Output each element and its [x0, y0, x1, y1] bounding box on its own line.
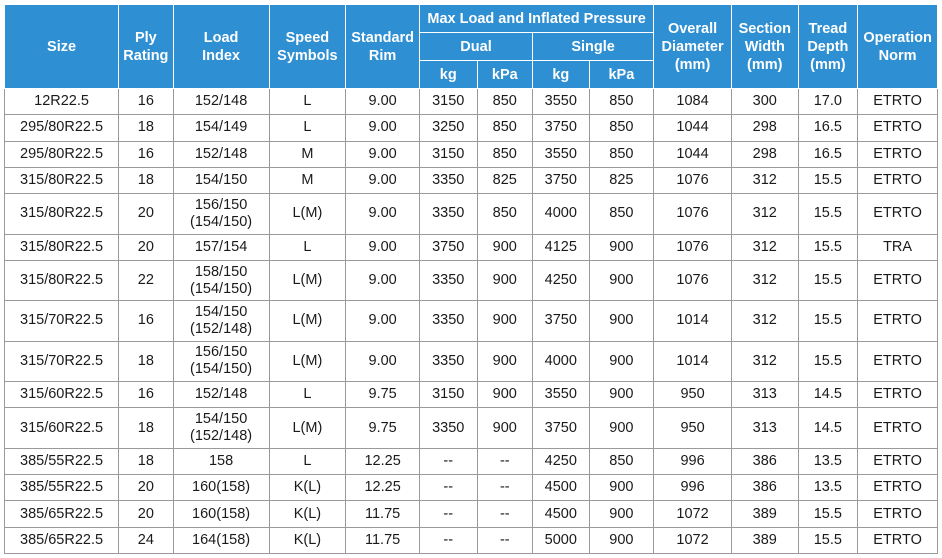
- cell-size: 385/55R22.5: [5, 475, 119, 501]
- cell-single-kpa: 900: [589, 260, 654, 300]
- cell-operation-norm: ETRTO: [858, 194, 938, 234]
- cell-speed-symbol: L: [269, 89, 346, 115]
- header-tread-depth: Tread Depth (mm): [798, 5, 858, 89]
- cell-dual-kg: 3350: [419, 260, 477, 300]
- cell-overall-diameter: 1076: [654, 167, 732, 193]
- cell-size: 315/70R22.5: [5, 301, 119, 341]
- cell-section-width: 313: [731, 382, 798, 408]
- header-single-kpa: kPa: [589, 61, 654, 89]
- cell-overall-diameter: 1072: [654, 527, 732, 553]
- cell-single-kpa: 900: [589, 501, 654, 527]
- header-standard-rim: Standard Rim: [346, 5, 420, 89]
- cell-size: 315/80R22.5: [5, 234, 119, 260]
- cell-overall-diameter: 950: [654, 382, 732, 408]
- cell-single-kg: 3750: [533, 301, 590, 341]
- table-row: [5, 527, 938, 553]
- cell-overall-diameter: 1044: [654, 141, 732, 167]
- cell-section-width: 386: [731, 448, 798, 474]
- cell-single-kpa: 900: [589, 382, 654, 408]
- cell-dual-kpa: 850: [477, 141, 533, 167]
- cell-ply-rating: 18: [119, 115, 174, 141]
- cell-size: 315/80R22.5: [5, 194, 119, 234]
- table-row: [5, 408, 938, 448]
- cell-dual-kg: --: [419, 475, 477, 501]
- cell-single-kg: 4500: [533, 501, 590, 527]
- cell-speed-symbol: L(M): [269, 408, 346, 448]
- header-operation-norm: Operation Norm: [858, 5, 938, 89]
- cell-single-kpa: 900: [589, 234, 654, 260]
- header-dual-kpa: kPa: [477, 61, 533, 89]
- cell-dual-kg: 3750: [419, 234, 477, 260]
- header-max-load: Max Load and Inflated Pressure: [419, 5, 653, 33]
- cell-size: 315/60R22.5: [5, 408, 119, 448]
- cell-section-width: 312: [731, 194, 798, 234]
- cell-ply-rating: 16: [119, 89, 174, 115]
- cell-section-width: 389: [731, 527, 798, 553]
- cell-single-kpa: 850: [589, 89, 654, 115]
- cell-tread-depth: 15.5: [798, 341, 858, 381]
- cell-size: 315/70R22.5: [5, 341, 119, 381]
- table-row: [5, 341, 938, 381]
- cell-overall-diameter: 1084: [654, 89, 732, 115]
- cell-dual-kg: --: [419, 527, 477, 553]
- cell-size: 385/55R22.5: [5, 448, 119, 474]
- cell-dual-kg: 3150: [419, 382, 477, 408]
- cell-overall-diameter: 1076: [654, 194, 732, 234]
- cell-standard-rim: 9.00: [346, 234, 420, 260]
- cell-single-kpa: 850: [589, 194, 654, 234]
- cell-single-kg: 4125: [533, 234, 590, 260]
- table-row: [5, 382, 938, 408]
- table-row: [5, 167, 938, 193]
- cell-single-kg: 4250: [533, 448, 590, 474]
- cell-speed-symbol: K(L): [269, 475, 346, 501]
- cell-section-width: 386: [731, 475, 798, 501]
- cell-size: 385/65R22.5: [5, 527, 119, 553]
- cell-ply-rating: 20: [119, 501, 174, 527]
- cell-tread-depth: 15.5: [798, 501, 858, 527]
- cell-size: 385/65R22.5: [5, 501, 119, 527]
- cell-dual-kpa: 850: [477, 89, 533, 115]
- cell-single-kpa: 900: [589, 408, 654, 448]
- cell-single-kg: 4500: [533, 475, 590, 501]
- cell-ply-rating: 20: [119, 234, 174, 260]
- cell-operation-norm: ETRTO: [858, 527, 938, 553]
- cell-overall-diameter: 1044: [654, 115, 732, 141]
- cell-standard-rim: 9.00: [346, 115, 420, 141]
- cell-dual-kpa: --: [477, 448, 533, 474]
- cell-standard-rim: 12.25: [346, 475, 420, 501]
- cell-standard-rim: 11.75: [346, 501, 420, 527]
- cell-single-kg: 3550: [533, 89, 590, 115]
- cell-single-kg: 4250: [533, 260, 590, 300]
- cell-operation-norm: ETRTO: [858, 301, 938, 341]
- cell-section-width: 312: [731, 167, 798, 193]
- cell-single-kpa: 900: [589, 527, 654, 553]
- header-speed-symbols: Speed Symbols: [269, 5, 346, 89]
- header-section-width: Section Width (mm): [731, 5, 798, 89]
- cell-speed-symbol: L(M): [269, 194, 346, 234]
- cell-dual-kg: 3350: [419, 341, 477, 381]
- cell-speed-symbol: M: [269, 141, 346, 167]
- cell-section-width: 312: [731, 260, 798, 300]
- cell-tread-depth: 16.5: [798, 115, 858, 141]
- cell-dual-kg: 3350: [419, 167, 477, 193]
- cell-section-width: 298: [731, 115, 798, 141]
- cell-operation-norm: ETRTO: [858, 448, 938, 474]
- cell-tread-depth: 15.5: [798, 260, 858, 300]
- cell-load-index: 154/150 (152/148): [173, 301, 269, 341]
- table-header: [5, 5, 938, 89]
- cell-speed-symbol: M: [269, 167, 346, 193]
- cell-overall-diameter: 1072: [654, 501, 732, 527]
- cell-single-kpa: 900: [589, 341, 654, 381]
- cell-load-index: 152/148: [173, 89, 269, 115]
- cell-operation-norm: ETRTO: [858, 475, 938, 501]
- cell-ply-rating: 24: [119, 527, 174, 553]
- header-ply-rating: Ply Rating: [119, 5, 174, 89]
- cell-overall-diameter: 1076: [654, 260, 732, 300]
- cell-speed-symbol: L: [269, 115, 346, 141]
- cell-single-kpa: 825: [589, 167, 654, 193]
- header-overall-diameter: Overall Diameter (mm): [654, 5, 732, 89]
- cell-standard-rim: 9.00: [346, 89, 420, 115]
- cell-single-kg: 4000: [533, 194, 590, 234]
- cell-tread-depth: 13.5: [798, 448, 858, 474]
- header-dual: Dual: [419, 33, 532, 61]
- cell-dual-kpa: 900: [477, 234, 533, 260]
- cell-standard-rim: 9.75: [346, 408, 420, 448]
- cell-operation-norm: ETRTO: [858, 89, 938, 115]
- cell-size: 315/80R22.5: [5, 167, 119, 193]
- cell-load-index: 154/149: [173, 115, 269, 141]
- cell-ply-rating: 16: [119, 141, 174, 167]
- cell-single-kg: 3750: [533, 115, 590, 141]
- cell-section-width: 298: [731, 141, 798, 167]
- cell-dual-kpa: 900: [477, 382, 533, 408]
- cell-section-width: 313: [731, 408, 798, 448]
- cell-dual-kpa: --: [477, 501, 533, 527]
- cell-dual-kpa: 850: [477, 194, 533, 234]
- cell-overall-diameter: 1014: [654, 341, 732, 381]
- cell-tread-depth: 15.5: [798, 194, 858, 234]
- cell-load-index: 156/150 (154/150): [173, 341, 269, 381]
- cell-standard-rim: 9.00: [346, 194, 420, 234]
- cell-tread-depth: 16.5: [798, 141, 858, 167]
- table-row: [5, 260, 938, 300]
- cell-size: 12R22.5: [5, 89, 119, 115]
- cell-dual-kg: 3350: [419, 408, 477, 448]
- table-row: [5, 501, 938, 527]
- cell-section-width: 312: [731, 301, 798, 341]
- cell-dual-kpa: 850: [477, 115, 533, 141]
- cell-dual-kpa: 900: [477, 260, 533, 300]
- cell-speed-symbol: L: [269, 382, 346, 408]
- cell-single-kg: 3550: [533, 141, 590, 167]
- cell-operation-norm: ETRTO: [858, 141, 938, 167]
- cell-dual-kpa: 900: [477, 301, 533, 341]
- cell-standard-rim: 9.00: [346, 260, 420, 300]
- cell-dual-kg: 3250: [419, 115, 477, 141]
- cell-standard-rim: 9.00: [346, 167, 420, 193]
- cell-single-kg: 3550: [533, 382, 590, 408]
- cell-standard-rim: 9.00: [346, 301, 420, 341]
- cell-tread-depth: 15.5: [798, 301, 858, 341]
- cell-load-index: 156/150 (154/150): [173, 194, 269, 234]
- header-single: Single: [533, 33, 654, 61]
- cell-dual-kg: --: [419, 448, 477, 474]
- cell-tread-depth: 14.5: [798, 408, 858, 448]
- cell-speed-symbol: K(L): [269, 527, 346, 553]
- cell-ply-rating: 20: [119, 194, 174, 234]
- cell-speed-symbol: K(L): [269, 501, 346, 527]
- cell-size: 295/80R22.5: [5, 115, 119, 141]
- cell-tread-depth: 17.0: [798, 89, 858, 115]
- cell-ply-rating: 18: [119, 448, 174, 474]
- cell-operation-norm: ETRTO: [858, 408, 938, 448]
- cell-dual-kg: 3350: [419, 301, 477, 341]
- cell-speed-symbol: L(M): [269, 301, 346, 341]
- table-row: [5, 234, 938, 260]
- cell-section-width: 389: [731, 501, 798, 527]
- cell-overall-diameter: 996: [654, 448, 732, 474]
- cell-speed-symbol: L: [269, 448, 346, 474]
- cell-load-index: 158: [173, 448, 269, 474]
- cell-tread-depth: 15.5: [798, 234, 858, 260]
- cell-size: 295/80R22.5: [5, 141, 119, 167]
- cell-ply-rating: 16: [119, 382, 174, 408]
- cell-dual-kg: --: [419, 501, 477, 527]
- cell-load-index: 160(158): [173, 475, 269, 501]
- cell-speed-symbol: L(M): [269, 341, 346, 381]
- cell-single-kpa: 900: [589, 301, 654, 341]
- cell-size: 315/80R22.5: [5, 260, 119, 300]
- table-row: [5, 448, 938, 474]
- cell-standard-rim: 9.00: [346, 141, 420, 167]
- cell-section-width: 312: [731, 341, 798, 381]
- cell-speed-symbol: L(M): [269, 260, 346, 300]
- cell-single-kpa: 900: [589, 475, 654, 501]
- cell-ply-rating: 18: [119, 408, 174, 448]
- cell-operation-norm: ETRTO: [858, 260, 938, 300]
- cell-ply-rating: 18: [119, 167, 174, 193]
- cell-section-width: 312: [731, 234, 798, 260]
- cell-tread-depth: 15.5: [798, 167, 858, 193]
- table-row: [5, 301, 938, 341]
- cell-overall-diameter: 1014: [654, 301, 732, 341]
- cell-dual-kg: 3350: [419, 194, 477, 234]
- table-row: [5, 89, 938, 115]
- cell-dual-kpa: 900: [477, 408, 533, 448]
- cell-dual-kg: 3150: [419, 141, 477, 167]
- cell-single-kpa: 850: [589, 448, 654, 474]
- cell-tread-depth: 13.5: [798, 475, 858, 501]
- cell-overall-diameter: 1076: [654, 234, 732, 260]
- cell-ply-rating: 18: [119, 341, 174, 381]
- table-row: [5, 475, 938, 501]
- cell-load-index: 152/148: [173, 141, 269, 167]
- table-row: [5, 194, 938, 234]
- cell-load-index: 152/148: [173, 382, 269, 408]
- cell-operation-norm: ETRTO: [858, 501, 938, 527]
- header-single-kg: kg: [533, 61, 590, 89]
- cell-load-index: 158/150 (154/150): [173, 260, 269, 300]
- cell-single-kg: 4000: [533, 341, 590, 381]
- cell-standard-rim: 11.75: [346, 527, 420, 553]
- cell-operation-norm: ETRTO: [858, 167, 938, 193]
- cell-dual-kg: 3150: [419, 89, 477, 115]
- cell-load-index: 154/150: [173, 167, 269, 193]
- cell-standard-rim: 12.25: [346, 448, 420, 474]
- cell-single-kg: 3750: [533, 408, 590, 448]
- cell-single-kpa: 850: [589, 141, 654, 167]
- cell-operation-norm: ETRTO: [858, 341, 938, 381]
- cell-tread-depth: 14.5: [798, 382, 858, 408]
- table-row: [5, 115, 938, 141]
- cell-dual-kpa: --: [477, 475, 533, 501]
- table-row: [5, 141, 938, 167]
- cell-dual-kpa: 900: [477, 341, 533, 381]
- cell-single-kpa: 850: [589, 115, 654, 141]
- cell-tread-depth: 15.5: [798, 527, 858, 553]
- cell-standard-rim: 9.75: [346, 382, 420, 408]
- cell-load-index: 164(158): [173, 527, 269, 553]
- cell-ply-rating: 20: [119, 475, 174, 501]
- cell-load-index: 160(158): [173, 501, 269, 527]
- cell-single-kg: 5000: [533, 527, 590, 553]
- header-load-index: Load Index: [173, 5, 269, 89]
- cell-overall-diameter: 996: [654, 475, 732, 501]
- cell-ply-rating: 16: [119, 301, 174, 341]
- cell-single-kg: 3750: [533, 167, 590, 193]
- header-size: Size: [5, 5, 119, 89]
- cell-overall-diameter: 950: [654, 408, 732, 448]
- cell-dual-kpa: 825: [477, 167, 533, 193]
- cell-standard-rim: 9.00: [346, 341, 420, 381]
- cell-load-index: 157/154: [173, 234, 269, 260]
- cell-dual-kpa: --: [477, 527, 533, 553]
- cell-section-width: 300: [731, 89, 798, 115]
- cell-operation-norm: ETRTO: [858, 382, 938, 408]
- cell-size: 315/60R22.5: [5, 382, 119, 408]
- cell-ply-rating: 22: [119, 260, 174, 300]
- tire-spec-table: [4, 4, 938, 554]
- table-body: [5, 89, 938, 554]
- cell-speed-symbol: L: [269, 234, 346, 260]
- cell-operation-norm: TRA: [858, 234, 938, 260]
- cell-load-index: 154/150 (152/148): [173, 408, 269, 448]
- cell-operation-norm: ETRTO: [858, 115, 938, 141]
- header-dual-kg: kg: [419, 61, 477, 89]
